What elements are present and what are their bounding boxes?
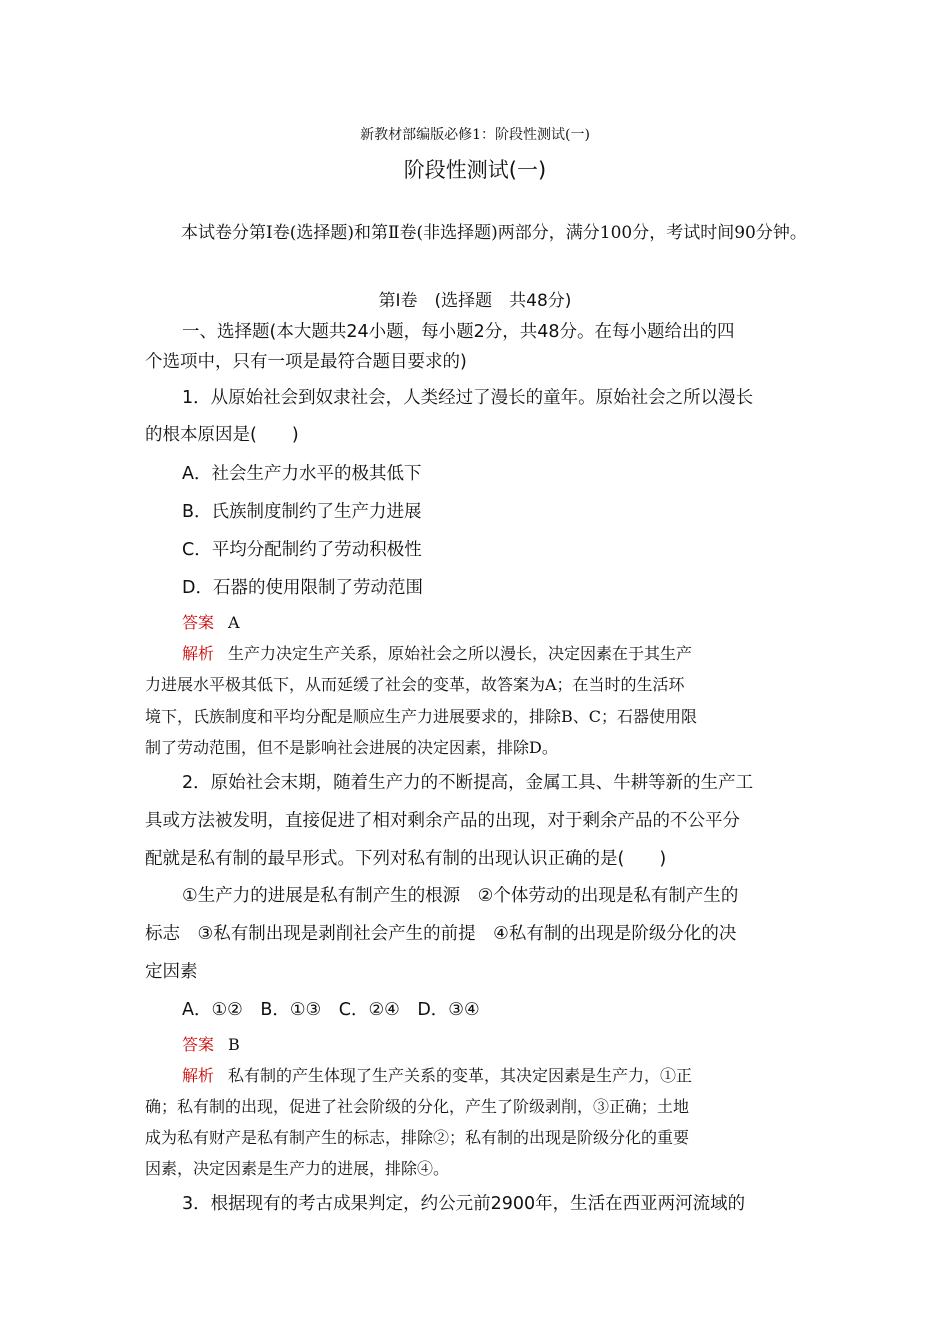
q2-analysis-line-3: 成为私有财产是私有制产生的标志，排除②；私有制的出现是阶级分化的重要 bbox=[145, 1128, 690, 1147]
q2-answer bbox=[182, 1032, 240, 1055]
q1-analysis-line-2: 力进展水平极其低下，从而延缓了社会的变革，故答案为A；在当时的生活环 bbox=[145, 675, 685, 694]
instructions-line-1: 一、选择题(本大题共24小题，每小题2分，共48分。在每小题给出的四 bbox=[182, 322, 735, 342]
q2-answer-label: 答案 bbox=[182, 1035, 215, 1054]
q2-analysis-text-1: 私有制的产生体现了生产关系的变革，其决定因素是生产力，①正 bbox=[228, 1066, 693, 1085]
q1-stem-line-2: 的根本原因是( ) bbox=[145, 425, 299, 445]
q2-statements-line-3: 定因素 bbox=[145, 962, 198, 982]
q1-analysis-line-3: 境下，氏族制度和平均分配是顺应生产力进展要求的，排除B、C；石器使用限 bbox=[145, 707, 698, 726]
q2-answer-value: B bbox=[228, 1035, 240, 1054]
page-title: 阶段性测试(一) bbox=[403, 158, 547, 182]
q1-stem-line-1: 1．从原始社会到奴隶社会，人类经过了漫长的童年。原始社会之所以漫长 bbox=[182, 388, 754, 408]
q1-answer bbox=[182, 610, 240, 633]
q2-analysis-line-2: 确；私有制的出现，促进了社会阶级的分化，产生了阶级剥削，③正确；土地 bbox=[145, 1097, 690, 1116]
q1-option-a: A．社会生产力水平的极其低下 bbox=[182, 464, 422, 484]
q2-statements-line-1: ①生产力的进展是私有制产生的根源 ②个体劳动的出现是私有制产生的 bbox=[182, 886, 739, 906]
q2-analysis-line-4: 因素，决定因素是生产力的进展，排除④。 bbox=[145, 1159, 450, 1178]
q3-stem-line-1: 3．根据现有的考古成果判定，约公元前2900年，生活在西亚两河流域的 bbox=[182, 1194, 746, 1214]
q2-analysis-line-1 bbox=[182, 1063, 692, 1086]
q2-statements-line-2: 标志 ③私有制出现是剥削社会产生的前提 ④私有制的出现是阶级分化的决 bbox=[145, 924, 737, 944]
q1-analysis-label: 解析 bbox=[182, 644, 215, 663]
q1-analysis-text-1: 生产力决定生产关系，原始社会之所以漫长，决定因素在于其生产 bbox=[228, 644, 693, 663]
q1-answer-value: A bbox=[228, 613, 240, 632]
q1-analysis-line-4: 制了劳动范围，但不是影响社会进展的决定因素，排除D。 bbox=[145, 738, 558, 757]
q2-stem-line-3: 配就是私有制的最早形式。下列对私有制的出现认识正确的是( ) bbox=[145, 849, 667, 869]
q1-option-b: B．氏族制度制约了生产力进展 bbox=[182, 502, 422, 522]
q1-option-d: D．石器的使用限制了劳动范围 bbox=[182, 578, 423, 598]
exam-intro: 本试卷分第Ⅰ卷(选择题)和第Ⅱ卷(非选择题)两部分，满分100分，考试时间90分钟。 bbox=[181, 223, 807, 243]
q1-answer-label: 答案 bbox=[182, 613, 215, 632]
q2-analysis-label: 解析 bbox=[182, 1066, 215, 1085]
q1-analysis-line-1 bbox=[182, 641, 692, 664]
section-heading: 第Ⅰ卷 (选择题 共48分) bbox=[378, 291, 572, 311]
running-header: 新教材部编版必修1：阶段性测试(一) bbox=[360, 127, 590, 143]
q2-options: A．①② B．①③ C．②④ D．③④ bbox=[182, 1000, 480, 1020]
instructions-line-2: 个选项中，只有一项是最符合题目要求的) bbox=[145, 352, 467, 372]
q2-stem-line-1: 2．原始社会末期，随着生产力的不断提高，金属工具、牛耕等新的生产工 bbox=[182, 773, 754, 793]
q2-stem-line-2: 具或方法被发明，直接促进了相对剩余产品的出现，对于剩余产品的不公平分 bbox=[145, 811, 740, 831]
q1-option-c: C．平均分配制约了劳动积极性 bbox=[182, 540, 422, 560]
